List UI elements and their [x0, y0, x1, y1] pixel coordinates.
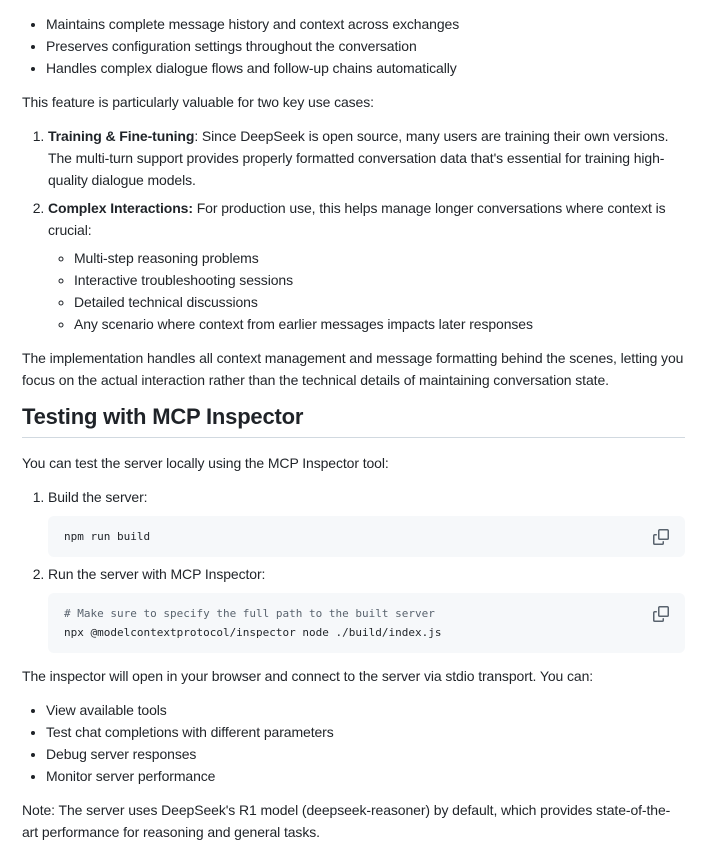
section-heading: Testing with MCP Inspector	[22, 403, 685, 438]
list-item	[48, 197, 685, 335]
use-case-label: Complex Interactions:	[48, 200, 193, 216]
copy-code-button[interactable]	[649, 525, 673, 549]
list-item: • Test chat completions with different parameters	[46, 721, 685, 743]
use-case-label: Training & Fine-tuning	[48, 128, 195, 144]
code-block	[48, 593, 685, 653]
code-line: npx @modelcontextprotocol/inspector node ./build/index.js	[64, 626, 442, 639]
use-case-text: For production use, this helps manage longer conversations where context is crucial:	[48, 200, 666, 238]
inspector-outro: The inspector will open in your browser and connect to the server via stdio transport. You can:	[22, 668, 594, 684]
list-item: • Monitor server performance	[46, 765, 685, 787]
testing-intro: You can test the server locally using the MCP Inspector tool:	[22, 455, 389, 471]
use-cases-intro: This feature is particularly valuable for two key use cases:	[22, 94, 374, 110]
copy-icon	[653, 529, 669, 545]
feature-list	[22, 13, 685, 79]
list-item: ◦ Detailed technical discussions	[74, 291, 685, 313]
complex-interactions-sublist	[48, 247, 685, 335]
capabilities-list	[22, 699, 685, 787]
copy-icon	[653, 606, 669, 622]
step-label: Run the server with MCP Inspector:	[48, 566, 266, 582]
code-content	[64, 604, 669, 642]
use-case-text: : Since DeepSeek is open source, many users are training their own versions. The multi-turn support provides properly formatted conversation data that's essential for training high-quality dialogue models.	[48, 128, 669, 188]
list-item: • Preserves configuration settings throughout the conversation	[46, 35, 685, 57]
code-content	[64, 527, 669, 546]
testing-steps-list	[22, 486, 685, 653]
list-item: ◦ Interactive troubleshooting sessions	[74, 269, 685, 291]
list-item	[48, 486, 685, 557]
use-case-list	[22, 125, 685, 335]
note-paragraph: Note: The server uses DeepSeek's R1 model (deepseek-reasoner) by default, which provides state-of-the-art performance for reasoning and general tasks.	[22, 802, 671, 840]
use-cases-outro: The implementation handles all context management and message formatting behind the scenes, letting you focus on the actual interaction rather than the technical details of maintaining conversation state.	[22, 350, 684, 388]
code-block	[48, 516, 685, 557]
list-item: ◦ Any scenario where context from earlier messages impacts later responses	[74, 313, 685, 335]
step-label: Build the server:	[48, 489, 148, 505]
copy-code-button[interactable]	[649, 602, 673, 626]
list-item: • Handles complex dialogue flows and follow-up chains automatically	[46, 57, 685, 79]
list-item	[48, 125, 685, 191]
list-item: • View available tools	[46, 699, 685, 721]
list-item: ◦ Multi-step reasoning problems	[74, 247, 685, 269]
list-item: • Maintains complete message history and context across exchanges	[46, 13, 685, 35]
list-item: • Debug server responses	[46, 743, 685, 765]
code-line-comment: # Make sure to specify the full path to the built server	[64, 607, 435, 620]
list-item	[48, 563, 685, 653]
code-line: npm run build	[64, 530, 151, 543]
